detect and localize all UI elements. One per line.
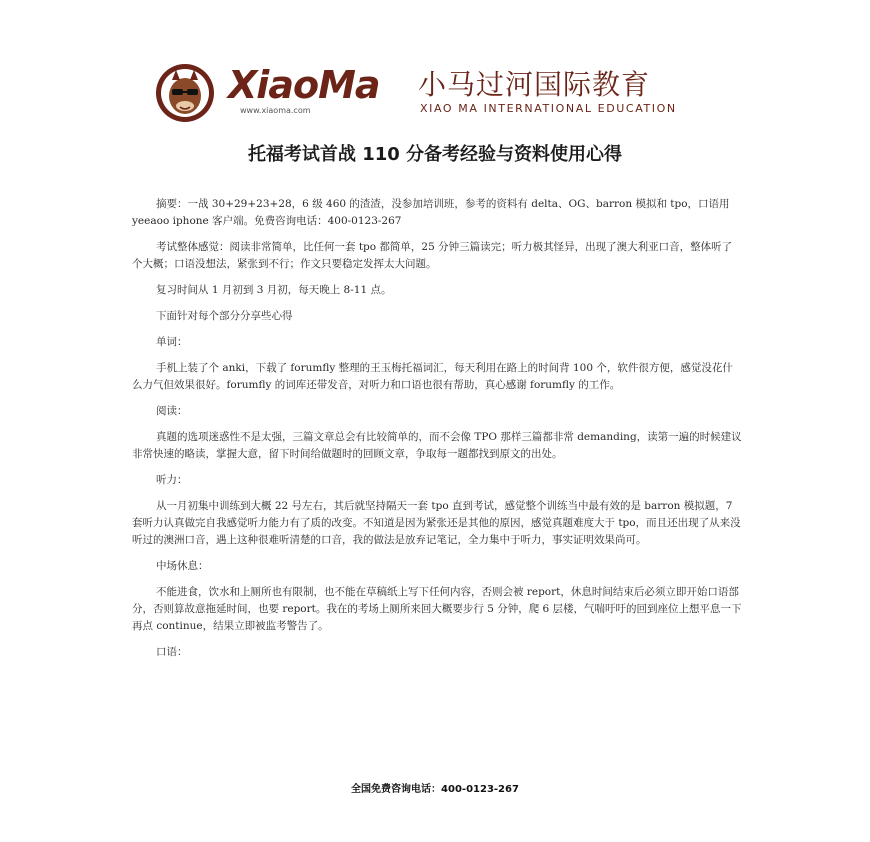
section-heading: 中场休息： [156,560,209,572]
logo-english-name: XIAO MA INTERNATIONAL EDUCATION [420,102,677,115]
paragraph: 手机上装了个 anki，下载了 forumfly 整理的王玉梅托福词汇，每天利用在路上的时间背 100 个，软件很方便，感觉没花什么力气但效果很好。forumfly 的词库还带发音，对听力和口语也很有帮助，真心感谢 forumfly 的工作。 [132,362,733,391]
section-heading: 口语： [156,646,188,658]
brand-header [148,56,738,128]
paragraph: 从一月初集中训练到大概 22 号左右，其后就坚持隔天一套 tpo 直到考试，感觉整个训练当中最有效的是 barron 模拟题，7 套听力认真做完自我感觉听力能力有了质的改变。不知道是因为紧张还是其他的原因，感觉真题难度大于 tpo，而且还出现了从来没听过的澳洲口音，遇上这种很难听清楚的口音，我的做法是放弃记笔记，全力集中于听力，事实证明效果尚可。 [132,500,741,546]
paragraph: 考试整体感觉：阅读非常简单，比任何一套 tpo 都简单，25 分钟三篇读完；听力极其怪异，出现了澳大利亚口音，整体听了个大概；口语没想法，紧张到不行；作文只要稳定发挥太大问题。 [132,241,733,270]
logo-wordmark: XiaoMa [228,63,380,107]
paragraph: 不能进食，饮水和上厕所也有限制，也不能在草稿纸上写下任何内容，否则会被 report，休息时间结束后必须立即开始口语部分，否则算故意拖延时间，也要 report。我在的考场上厕所来回大概要步行 5 分钟，爬 6 层楼，气喘吁吁的回到座位上想平息一下再点 continue，结果立即被监考警告了。 [132,586,742,632]
document-body [132,196,742,670]
horse-mascot-icon [154,62,216,124]
document-title: 托福考试首战 110 分备考经验与资料使用心得 [247,144,623,165]
paragraph: 下面针对每个部分分享些心得 [156,310,293,322]
section-heading: 单词： [156,336,188,348]
logo-url: www.xiaoma.com [240,106,311,115]
paragraph: 摘要：一战 30+29+23+28，6 级 460 的渣渣，没参加培训班，参考的资料有 delta、OG、barron 模拟和 tpo，口语用 yeeaoo iphone 客户端。免费咨询电话：400-0123-267 [132,198,730,227]
logo-chinese-name: 小马过河国际教育 [418,68,651,101]
paragraph: 复习时间从 1 月初到 3 月初，每天晚上 8-11 点。 [156,284,392,296]
paragraph: 真题的选项迷惑性不是太强，三篇文章总会有比较简单的，而不会像 TPO 那样三篇都非常 demanding，读第一遍的时候建议非常快速的略读，掌握大意，留下时间给做题时的回顾文章，争取每一题都找到原文的出处。 [132,431,742,460]
section-heading: 听力： [156,474,188,486]
section-heading: 阅读： [156,405,188,417]
footer-hotline: 全国免费咨询电话：400-0123-267 [351,784,519,795]
